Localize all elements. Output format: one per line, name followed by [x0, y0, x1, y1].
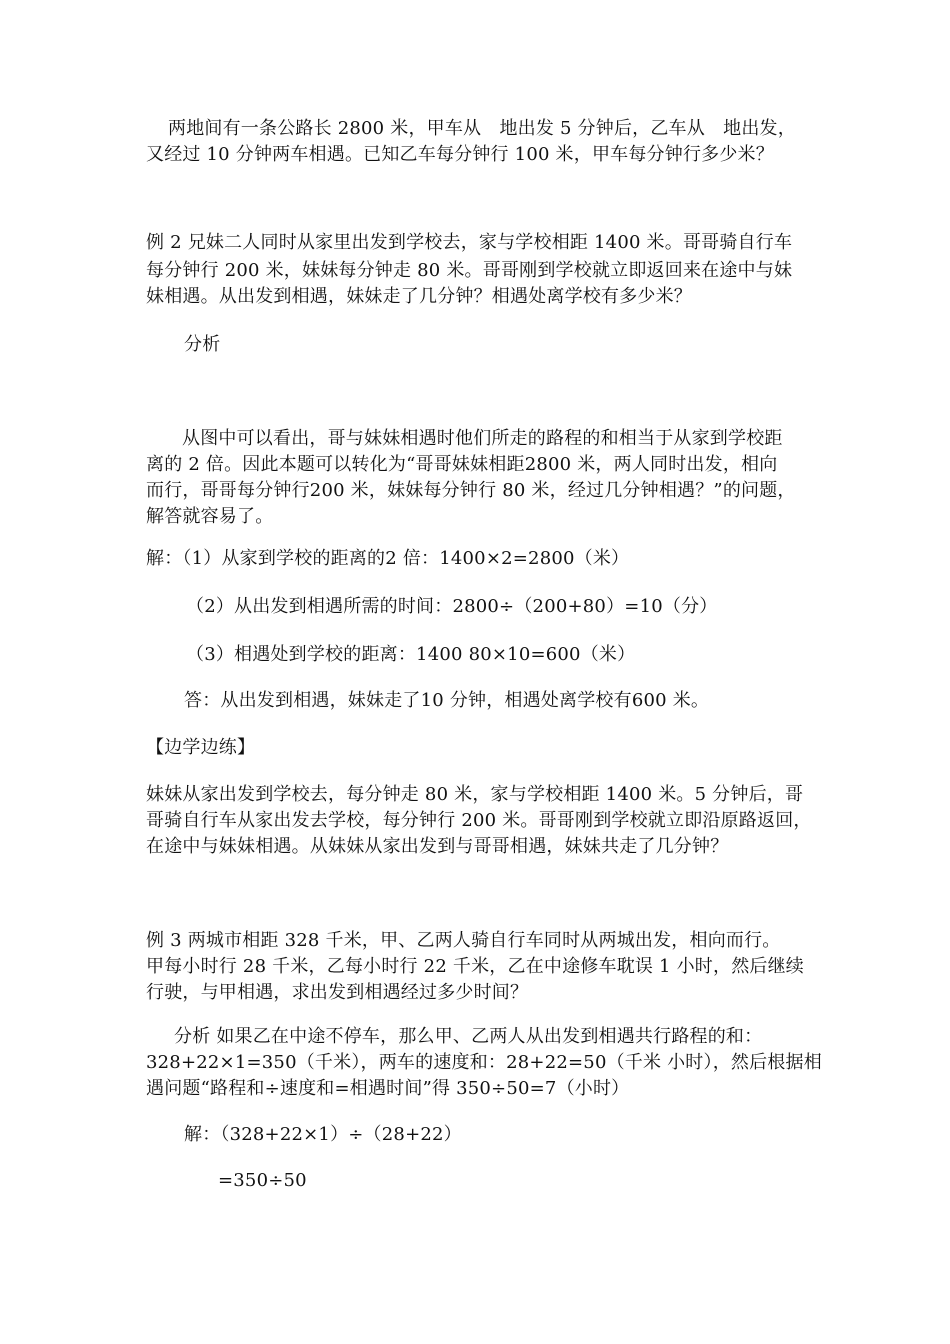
practice-line-1: 妹妹从家出发到学校去，每分钟走 80 米，家与学校相距 1400 米。5 分钟后，哥	[146, 784, 804, 805]
example2-analysis-line-2: 离的 2 倍。因此本题可以转化为“哥哥妹妹相距2800 米，两人同时出发，相向	[146, 454, 778, 475]
example2-line-2: 每分钟行 200 米，妹妹每分钟走 80 米。哥哥刚到学校就立即返回来在途中与妹	[146, 260, 793, 281]
example3-analysis-line-2: 328+22×1=350（千米），两车的速度和：28+22=50（千米 小时），然后根据相	[146, 1052, 822, 1073]
example2-answer: 答：从出发到相遇，妹妹走了10 分钟，相遇处离学校有600 米。	[184, 690, 710, 711]
example3-analysis-line-3: 遇问题“路程和÷速度和=相遇时间”得 350÷50=7（小时）	[146, 1078, 630, 1099]
example3-analysis-line-1: 分析 如果乙在中途不停车，那么甲、乙两人从出发到相遇共行路程的和：	[174, 1026, 763, 1047]
example2-line-3: 妹相遇。从出发到相遇，妹妹走了几分钟？相遇处离学校有多少米？	[146, 286, 692, 307]
example2-solution-step-1: 解：（1）从家到学校的距离的2 倍：1400×2=2800（米）	[146, 548, 630, 569]
example2-line-1: 例 2 兄妹二人同时从家里出发到学校去，家与学校相距 1400 米。哥哥骑自行车	[146, 232, 793, 253]
example2-analysis-line-3: 而行，哥哥每分钟行200 米，妹妹每分钟行 80 米，经过几分钟相遇？”的问题，	[146, 480, 796, 501]
example2-analysis-line-1: 从图中可以看出，哥与妹妹相遇时他们所走的路程的和相当于从家到学校距	[182, 428, 783, 449]
example2-analysis-line-4: 解答就容易了。	[146, 506, 274, 527]
example3-line-2: 甲每小时行 28 千米，乙每小时行 22 千米，乙在中途修车耽误 1 小时，然后继续	[146, 956, 804, 977]
practice-line-2: 哥骑自行车从家出发去学校，每分钟行 200 米。哥哥刚到学校就立即沿原路返回，	[146, 810, 812, 831]
practice-line-3: 在途中与妹妹相遇。从妹妹从家出发到与哥哥相遇，妹妹共走了几分钟？	[146, 836, 729, 857]
example3-line-1: 例 3 两城市相距 328 千米，甲、乙两人骑自行车同时从两城出发，相向而行。	[146, 930, 781, 951]
example3-solution-line-1: 解：（328+22×1）÷（28+22）	[184, 1124, 462, 1145]
example2-analysis-label: 分析	[184, 334, 221, 355]
practice-heading: 【边学边练】	[146, 737, 256, 758]
example3-solution-line-2: =350÷50	[218, 1170, 307, 1191]
example2-solution-step-2: （2）从出发到相遇所需的时间：2800÷（200+80）=10（分）	[186, 596, 718, 617]
example2-solution-step-3: （3）相遇处到学校的距离：1400 80×10=600（米）	[186, 644, 636, 665]
example3-line-3: 行驶，与甲相遇，求出发到相遇经过多少时间？	[146, 982, 529, 1003]
problem1-line-2: 又经过 10 分钟两车相遇。已知乙车每分钟行 100 米，甲车每分钟行多少米？	[146, 144, 774, 165]
problem1-line-1: 两地间有一条公路长 2800 米，甲车从 地出发 5 分钟后，乙车从 地出发，	[168, 118, 796, 139]
